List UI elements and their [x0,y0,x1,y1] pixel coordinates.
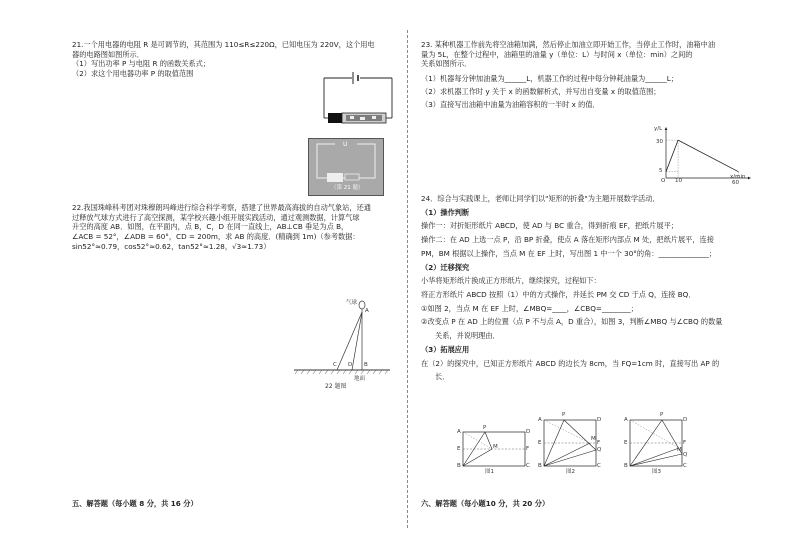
fig1-point-c: C [526,463,530,469]
q23-tick-10: 10 [675,178,682,184]
fig3-point-m: M [677,447,682,453]
fig2-point-p: P [562,412,566,418]
fig3-point-e: E [624,440,628,446]
fig3-point-b: B [624,463,628,469]
q21-fig-caption: （第 21 题） [331,185,364,191]
q22-ground-label: 地面 [354,376,366,382]
q22-line5: sin52°≈0.79，cos52°≈0.62，tan52°≈1.28，√3≈1.73） [72,241,271,251]
q21-stem-line1: 21.一个用电器的电阻 R 是可调节的，其范围为 110≤R≤220Ω，已知电压为 220V，这个用电 [72,40,375,49]
q23-axis-x-label: x/min [730,174,746,180]
x-axis-arrow [748,177,751,180]
q22-point-a: A [365,308,369,314]
q23-tick-30: 30 [656,139,663,145]
section-five-heading: 五、解答题（每小题 8 分，共 16 分） [72,499,198,508]
q21-sub1: （1）写出功率 P 与电阻 R 的函数关系式； [72,59,211,69]
q24-op1: 操作一：对折矩形纸片 ABCD，使 AD 与 BC 重合，得到折痕 EF，把纸片展平； [421,221,678,231]
q22-line3: 升空的高度 AB．如图，在平面内，点 B，C，D 在同一直线上，AB⊥CB 垂足为点 B， [72,222,349,232]
fig3-point-q: Q [683,452,688,458]
q23-origin: O [661,178,666,184]
fig2-point-b: B [538,463,542,469]
series-segment-1 [678,140,738,172]
q24-text5-line2: 长． [435,372,450,382]
fig1-point-m: M [493,444,498,450]
q21-circuit-figure [322,66,394,128]
q24-op2-line2: PM，BM 根据以上操作，当点 M 在 EF 上时，写出图 1 中一个 30°的角：______________； [421,248,716,258]
q22-line4: ∠ACB = 52°，∠ADB = 60°，CD = 200m，求 AB 的高度．(精确到 1m)（参考数据： [72,232,360,242]
q22-point-d: D [348,362,353,368]
q23-chart [652,126,752,186]
fig2-point-q: Q [597,447,602,453]
fig2-point-a: A [538,417,542,423]
q22-balloon-figure [292,296,392,382]
fig2-point-f: F [597,440,601,446]
q24-heading-3: （3）拓展应用 [421,344,470,354]
q23-sub2: （2）求机器工作时 y 关于 x 的函数解析式，并写出自变量 x 的取值范围； [421,86,661,96]
fig1-point-f: F [526,446,530,452]
q24-block [421,194,726,382]
fig1-point-p: P [483,425,487,431]
q24-text1: 小华将矩形纸片换成正方形纸片，继续探究，过程如下： [421,276,601,286]
q22-fig-caption: 22 题图 [325,383,347,390]
fig2-caption: 图2 [566,469,575,475]
q23-axis-y-label: y/L [654,126,663,132]
fig1-point-e: E [457,446,461,452]
q24-text4-line1: ②改变点 P 在 AD 上的位置（点 P 不与点 A，D 重合），如图 3，判断∠MBQ 与∠CBQ 的数量 [421,317,723,327]
fig2-point-c: C [597,463,601,469]
fig1-caption: 图1 [485,469,494,475]
q23-sub3: （3）直接写出油箱中油量为油箱容积的一半时 x 的值． [421,99,600,109]
q22-line1: 22.我国珠峰科考团对珠穆朗玛峰进行综合科学考察，搭建了世界最高海拔的自动气象站，还通 [72,203,371,212]
section-six-heading: 六、解答题（每小题10 分，共 20 分） [421,499,550,508]
column-divider [407,30,408,528]
q23-line3: 关系如图所示． [421,59,472,69]
q22-point-c: C [333,362,337,368]
q24-figure-1 [455,425,531,475]
q21-sub2: （2）求这个用电器功率 P 的取值范围 [72,69,194,79]
fig3-point-f: F [683,440,687,446]
q24-figure-3 [622,412,696,475]
q23-sub1: （1）机器每分钟加油量为______L，机器工作的过程中每分钟耗油量为______L； [421,74,678,84]
fig2-point-d: D [597,417,602,423]
q21-stem-line2: 器的电路图如图所示． [72,49,144,59]
fig3-point-c: C [683,463,687,469]
fig3-point-d: D [683,417,688,423]
fig1-point-a: A [457,429,461,435]
q24-line1: 24．综合与实践课上，老师让同学们以"矩形的折叠"为主题开展数学活动． [421,194,660,203]
q24-op2-line1: 操作二：在 AD 上选一点 P，沿 BP 折叠，使点 A 落在矩形内部点 M 处，把纸片展平，连接 [421,235,714,245]
fig3-point-a: A [624,417,628,423]
q24-text5-line1: 在（2）的探究中，已知正方形纸片 ABCD 的边长为 8cm，当 FQ=1cm 时，直接写出 AP 的 [421,358,720,368]
q23-tick-60: 60 [732,180,739,186]
q23-line2: 量为 5L，在整个过程中，油箱里的油量 y（单位：L）与时间 x（单位：min）之间的 [421,49,693,59]
y-axis-arrow [665,127,668,130]
fig3-point-p: P [660,412,664,418]
right-column [421,40,726,109]
q22-block [72,203,402,252]
fig2-point-m: M [591,436,596,442]
q23-line1: 23. 某种机器工作前先将空油箱加满，然后停止加油立即开始工作，当停止工作时，油箱中油 [421,40,716,49]
q23-tick-5: 5 [659,168,663,174]
series-segment-0 [666,140,678,172]
q24-figure-2 [536,412,608,475]
q22-balloon-label: 气球 [346,300,358,306]
q24-text3: ①如图 2，当点 M 在 EF 上时，∠MBQ=____，∠CBQ=________； [421,303,638,313]
q22-line2: 过释放气球方式进行了高空探测，某学校兴趣小组开展实践活动，通过观测数据，计算气球 [72,212,360,222]
fig1-point-b: B [457,463,461,469]
fig2-point-e: E [538,440,542,446]
q21-fig-u-label: U [343,141,348,148]
q24-heading-2: （2）迁移探究 [421,262,470,272]
fig1-point-d: D [526,429,531,435]
q22-point-b: B [364,362,368,368]
fig3-caption: 图3 [652,469,661,475]
q21-photo-figure [308,138,384,196]
q24-text2: 将正方形纸片 ABCD 按照（1）中的方式操作，并延长 PM 交 CD 于点 Q，连接 BQ． [421,290,696,300]
q24-text4-line2: 关系，并说明理由． [435,331,500,341]
q24-heading-1: （1）操作判断 [421,207,470,217]
